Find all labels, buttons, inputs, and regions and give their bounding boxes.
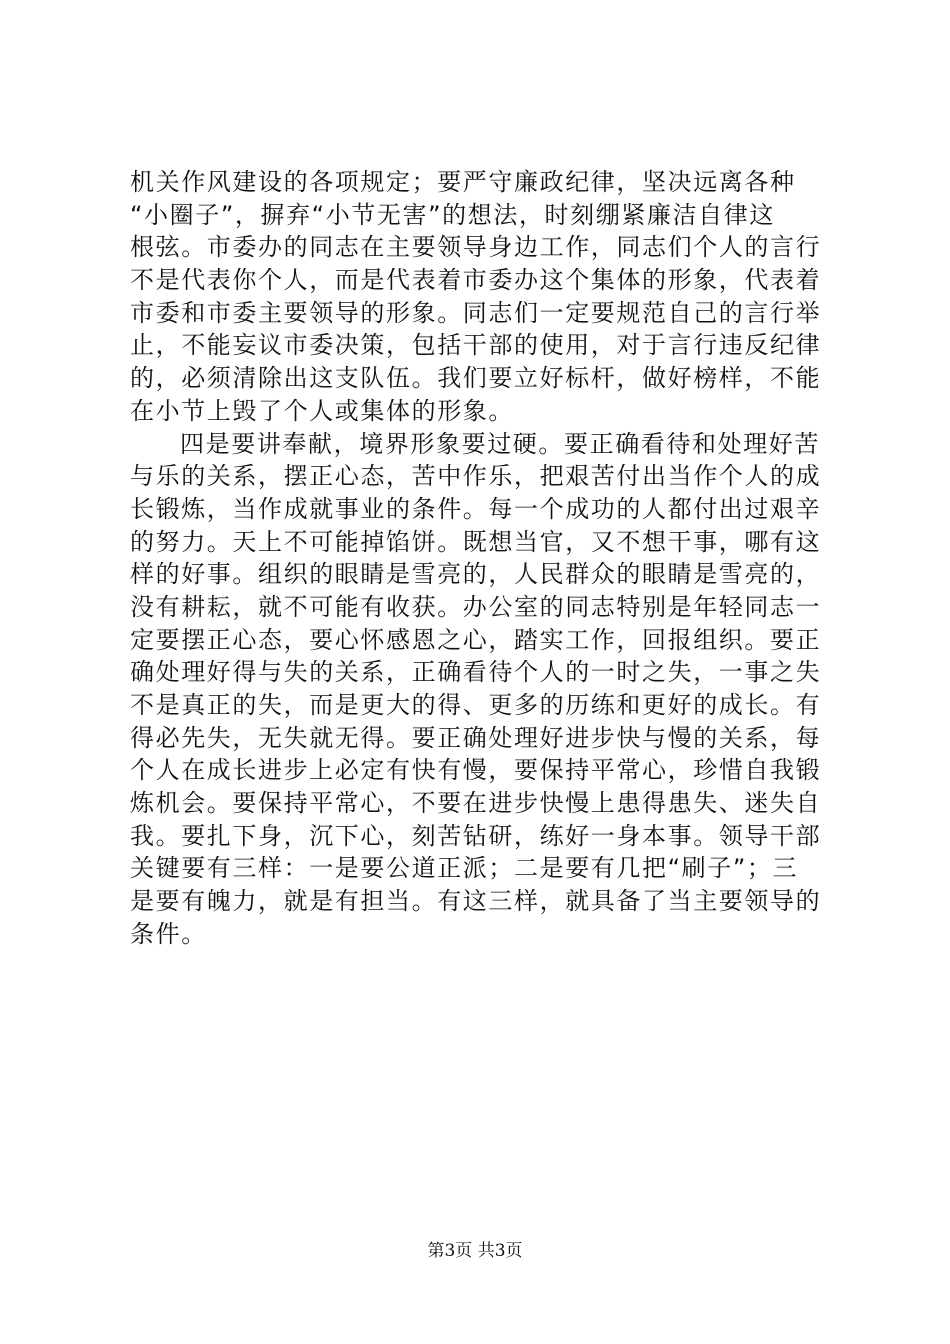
text-line: 我。要扎下身，沉下心，刻苦钻研，练好一身本事。领导干部 xyxy=(130,821,822,850)
text-line: 样的好事。组织的眼睛是雪亮的，人民群众的眼睛是雪亮的， xyxy=(130,560,822,589)
text-line: 是要有魄力，就是有担当。有这三样，就具备了当主要领导的 xyxy=(130,887,822,916)
text-line: 的努力。天上不可能掉馅饼。既想当官，又不想干事，哪有这 xyxy=(130,527,822,556)
text-line: 在小节上毁了个人或集体的形象。 xyxy=(130,396,514,425)
text-line: 没有耕耘，就不可能有收获。办公室的同志特别是年轻同志一 xyxy=(130,592,822,621)
text-line: “小圈子”，摒弃“小节无害”的想法，时刻绷紧廉洁自律这 xyxy=(130,200,775,229)
text-line: 炼机会。要保持平常心，不要在进步快慢上患得患失、迷失自 xyxy=(130,789,822,818)
text-line: 机关作风建设的各项规定；要严守廉政纪律，坚决远离各种 xyxy=(130,168,796,196)
text-line: 确处理好得与失的关系，正确看待个人的一时之失，一事之失 xyxy=(130,658,822,687)
text-line: 市委和市委主要领导的形象。同志们一定要规范自己的言行举 xyxy=(130,298,822,327)
text-line: 定要摆正心态，要心怀感恩之心，踏实工作，回报组织。要正 xyxy=(130,625,822,654)
page-footer xyxy=(0,1240,950,1262)
text-line: 止，不能妄议市委决策，包括干部的使用，对于言行违反纪律 xyxy=(130,331,822,360)
body-text xyxy=(130,166,820,951)
paragraph-start-line: 四是要讲奉献，境界形象要过硬。要正确看待和处理好苦 xyxy=(180,429,820,458)
text-line: 个人在成长进步上必定有快有慢，要保持平常心，珍惜自我锻 xyxy=(130,756,822,785)
page-number: 第3页 共3页 xyxy=(427,1241,523,1261)
text-line: 条件。 xyxy=(130,919,207,948)
text-line: 关键要有三样：一是要公道正派；二是要有几把“刷子”；三 xyxy=(130,854,799,883)
text-line: 的，必须清除出这支队伍。我们要立好标杆，做好榜样，不能 xyxy=(130,364,822,393)
text-line: 不是真正的失，而是更大的得、更多的历练和更好的成长。有 xyxy=(130,691,822,719)
text-line: 与乐的关系，摆正心态，苦中作乐，把艰苦付出当作个人的成 xyxy=(130,462,822,491)
text-line: 不是代表你个人，而是代表着市委办这个集体的形象，代表着 xyxy=(130,266,822,295)
text-line: 得必先失，无失就无得。要正确处理好进步快与慢的关系，每 xyxy=(130,723,822,752)
text-line: 长锻炼，当作成就事业的条件。每一个成功的人都付出过艰辛 xyxy=(130,494,822,523)
text-line: 根弦。市委办的同志在主要领导身边工作，同志们个人的言行 xyxy=(130,233,822,262)
